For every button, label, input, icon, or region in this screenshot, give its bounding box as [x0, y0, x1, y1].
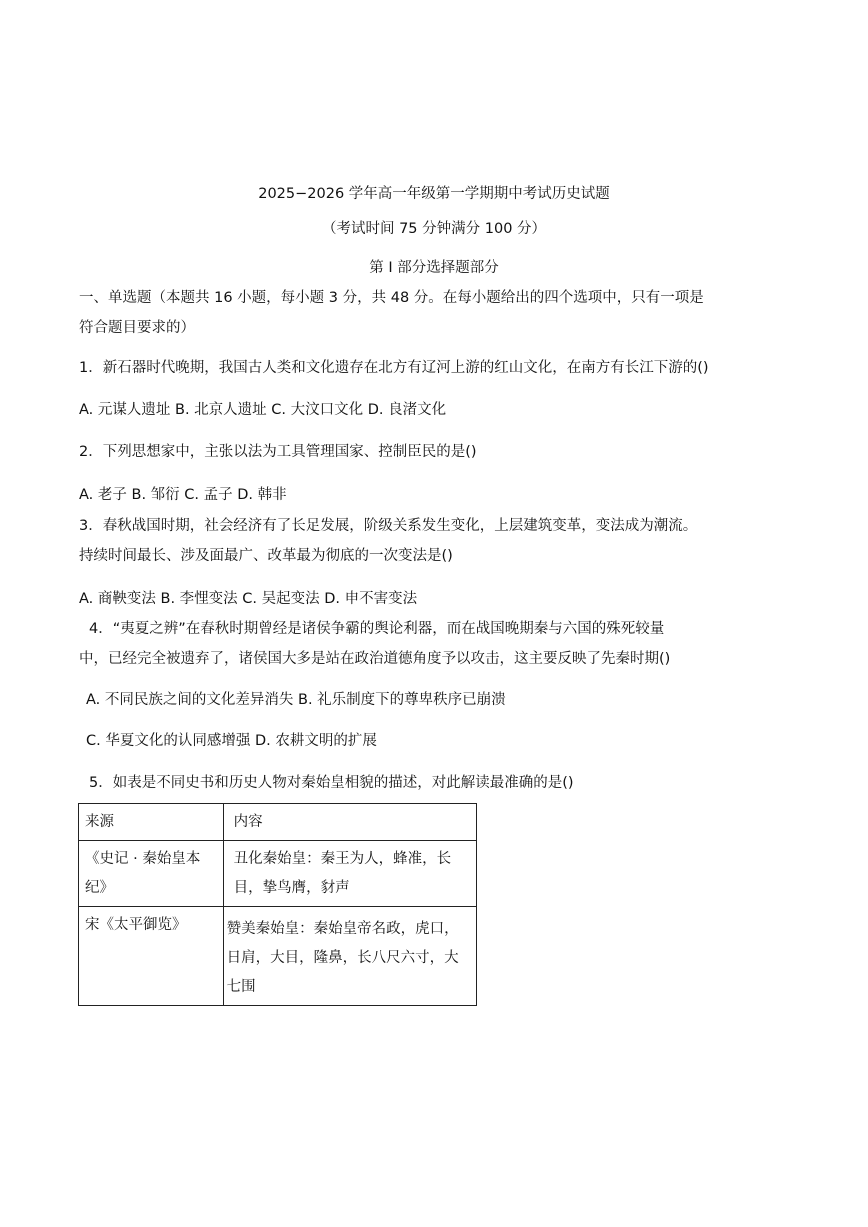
table-header-source: 来源	[85, 814, 114, 830]
section-intro-line1: 一、单选题（本题共 16 小题，每小题 3 分，共 48 分。在每小题给出的四个选项中，只有一项是	[79, 290, 704, 306]
table-cell-source: 宋《太平御览》	[85, 917, 187, 933]
question-1-stem: 1．新石器时代晚期，我国古人类和文化遗存在北方有辽河上游的红山文化，在南方有长江下游的()	[79, 360, 709, 376]
table-row	[79, 907, 477, 1006]
question-2-options: A. 老子 B. 邹衍 C. 孟子 D. 韩非	[79, 487, 287, 503]
table-cell-source: 《史记 · 秦始皇本纪》	[85, 851, 201, 896]
question-5-stem: 5．如表是不同史书和历史人物对秦始皇相貌的描述，对此解读最准确的是()	[89, 775, 574, 791]
question-4-options-line2: C. 华夏文化的认同感增强 D. 农耕文明的扩展	[86, 733, 377, 749]
question-3-stem-line2: 持续时间最长、涉及面最广、改革最为彻底的一次变法是()	[79, 548, 453, 564]
exam-title: 2025−2026 学年高一年级第一学期期中考试历史试题	[258, 186, 610, 202]
question-3-options: A. 商鞅变法 B. 李悝变法 C. 吴起变法 D. 申不害变法	[79, 591, 418, 607]
source-table	[78, 803, 477, 1006]
question-4-options-line1: A. 不同民族之间的文化差异消失 B. 礼乐制度下的尊卑秩序已崩溃	[86, 692, 506, 708]
table-header-row	[79, 804, 477, 841]
table-cell-content: 丑化秦始皇：秦王为人，蜂准，长目，挚鸟膺，豺声	[233, 851, 452, 896]
table-cell-content: 赞美秦始皇：秦始皇帝名政，虎口，日肩，大目，隆鼻，长八尺六寸，大七围	[226, 921, 459, 995]
question-1-options: A. 元谋人遗址 B. 北京人遗址 C. 大汶口文化 D. 良渚文化	[79, 402, 447, 418]
section-intro-line2: 符合题目要求的）	[79, 320, 195, 336]
table-header-content: 内容	[233, 814, 263, 830]
question-4-stem-line2: 中，已经完全被遗弃了，诸侯国大多是站在政治道德角度予以攻击，这主要反映了先秦时期()	[79, 651, 671, 667]
question-2-stem: 2．下列思想家中，主张以法为工具管理国家、控制臣民的是()	[79, 444, 477, 460]
table-row	[79, 841, 477, 907]
question-3-stem-line1: 3．春秋战国时期，社会经济有了长足发展，阶级关系发生变化，上层建筑变革，变法成为潮流。	[79, 518, 698, 534]
question-4-stem-line1: 4．“夷夏之辨”在春秋时期曾经是诸侯争霸的舆论利器，而在战国晚期秦与六国的殊死较量	[89, 621, 665, 637]
exam-subtitle: （考试时间 75 分钟满分 100 分）	[321, 221, 547, 237]
part-heading: 第 I 部分选择题部分	[369, 260, 499, 276]
